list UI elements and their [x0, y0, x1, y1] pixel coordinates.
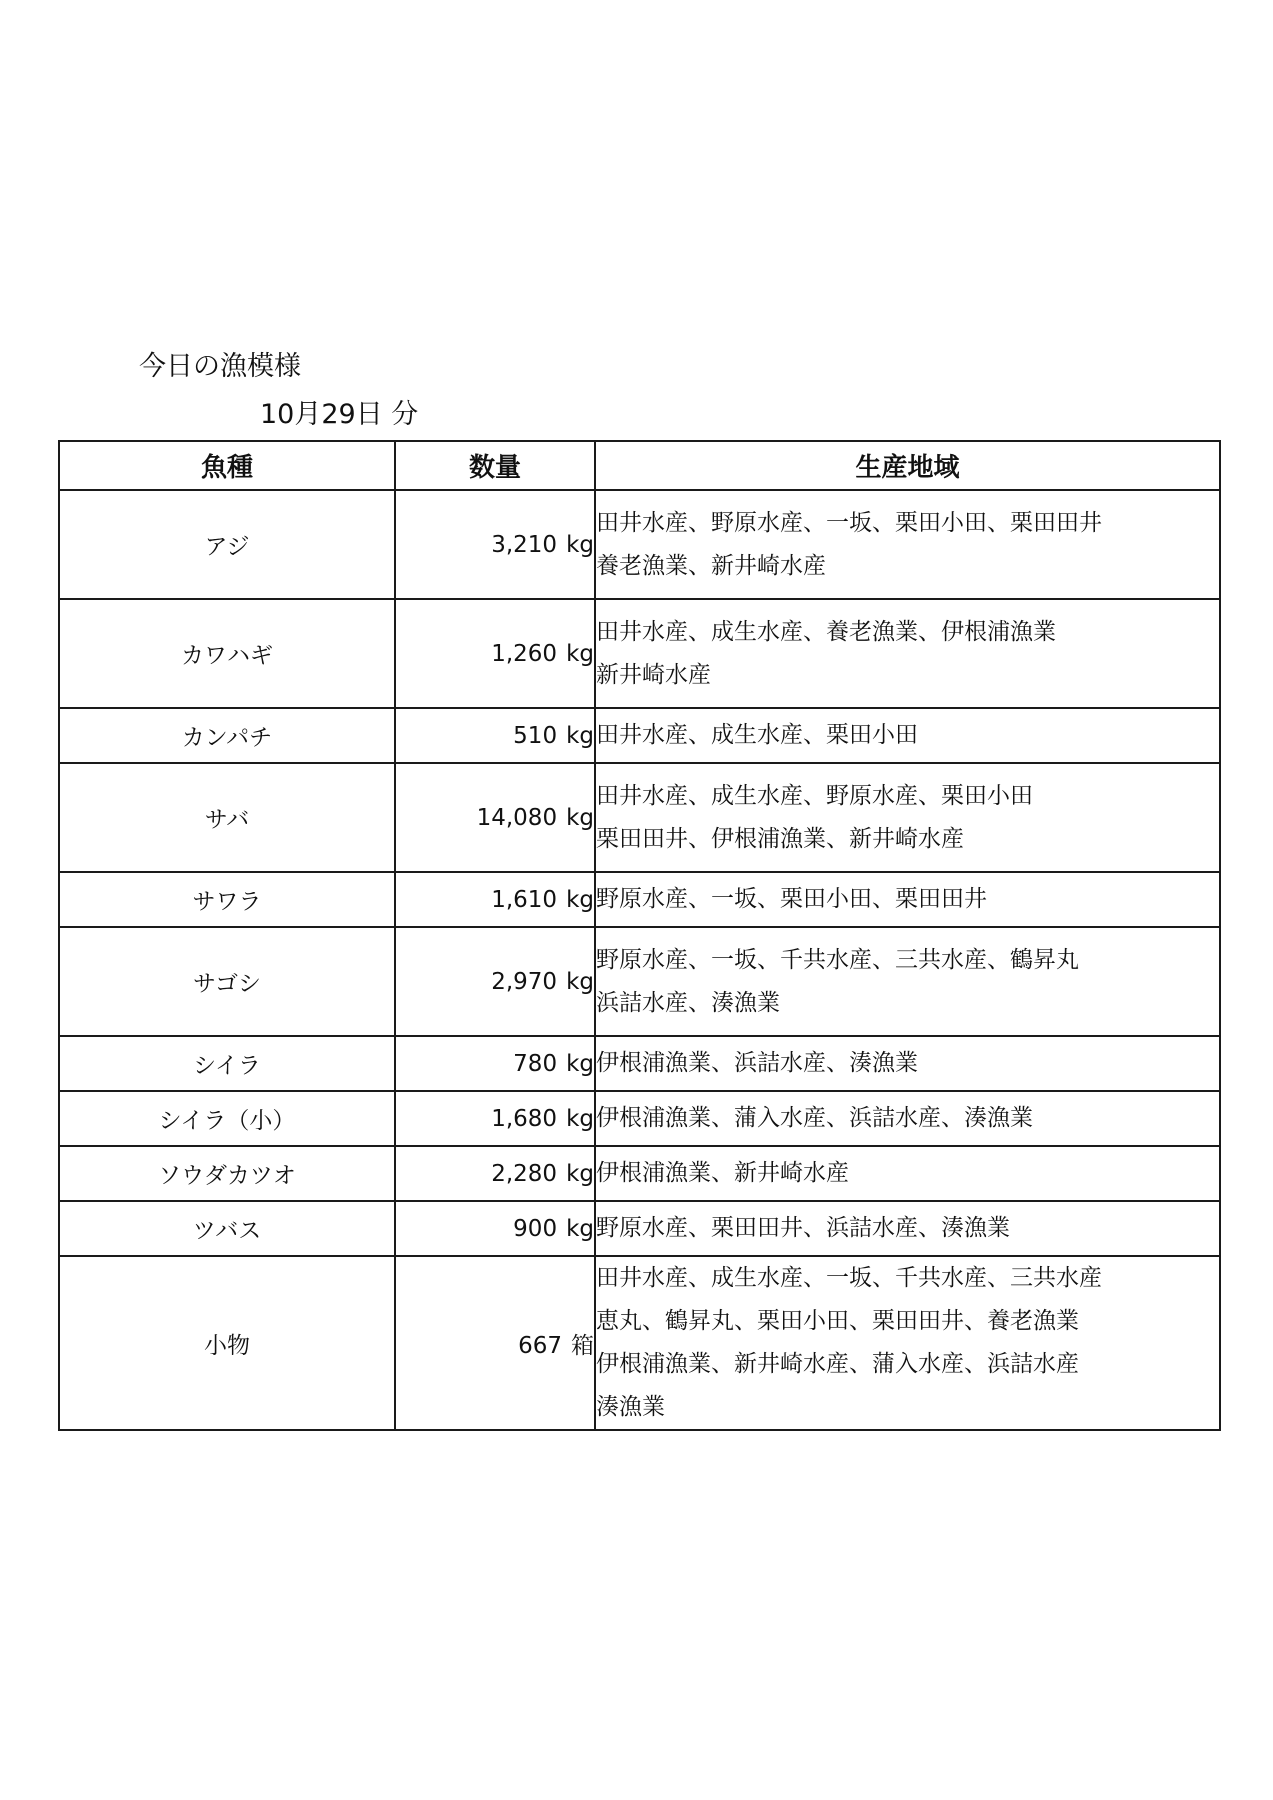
quantity-unit: 箱 [571, 1332, 594, 1359]
fish-species: 小物 [59, 1256, 395, 1430]
region-line: 野原水産、栗田田井、浜詰水産、湊漁業 [596, 1215, 1010, 1241]
quantity-unit: kg [566, 968, 594, 995]
fish-species: サゴシ [59, 927, 395, 1036]
quantity-unit: kg [566, 1160, 594, 1187]
table-header-row [59, 441, 1220, 490]
table-row [59, 927, 1220, 1036]
production-region [595, 872, 1220, 927]
quantity-value: 14,080 [476, 804, 558, 831]
region-line: 湊漁業 [596, 1394, 665, 1420]
fish-species: カンパチ [59, 708, 395, 763]
quantity [395, 1091, 595, 1146]
production-region [595, 1256, 1220, 1430]
quantity [395, 1146, 595, 1201]
region-line: 伊根浦漁業、新井崎水産 [596, 1160, 849, 1186]
quantity [395, 763, 595, 872]
table-row [59, 1256, 1220, 1430]
table-row [59, 1146, 1220, 1201]
quantity-unit: kg [566, 804, 594, 831]
fish-species: カワハギ [59, 599, 395, 708]
table-row [59, 1036, 1220, 1091]
table-row [59, 1091, 1220, 1146]
quantity-value: 1,610 [491, 886, 558, 913]
region-line: 恵丸、鶴昇丸、栗田小田、栗田田井、養老漁業 [596, 1308, 1079, 1334]
table-row [59, 1201, 1220, 1256]
region-line: 伊根浦漁業、新井崎水産、蒲入水産、浜詰水産 [596, 1351, 1079, 1377]
production-region [595, 1036, 1220, 1091]
region-line: 田井水産、野原水産、一坂、栗田小田、栗田田井 [596, 509, 1102, 536]
region-line: 栗田田井、伊根浦漁業、新井崎水産 [596, 825, 964, 852]
header-production-region: 生産地域 [595, 441, 1220, 490]
quantity-value: 2,970 [491, 968, 558, 995]
table-row [59, 763, 1220, 872]
header-fish-species: 魚種 [59, 441, 395, 490]
region-line: 野原水産、一坂、栗田小田、栗田田井 [596, 886, 987, 912]
quantity-unit: kg [566, 531, 594, 558]
table-row [59, 872, 1220, 927]
quantity-value: 900 [513, 1215, 558, 1242]
fish-species: サワラ [59, 872, 395, 927]
quantity-unit: kg [566, 722, 594, 749]
production-region [595, 599, 1220, 708]
region-line: 新井崎水産 [596, 661, 711, 688]
fish-species: アジ [59, 490, 395, 599]
page-title: 今日の漁模様 [139, 351, 301, 382]
production-region [595, 763, 1220, 872]
quantity-value: 780 [513, 1050, 558, 1077]
quantity-unit: kg [566, 640, 594, 667]
quantity-unit: kg [566, 886, 594, 913]
region-line: 田井水産、成生水産、栗田小田 [596, 722, 918, 748]
quantity-value: 2,280 [491, 1160, 558, 1187]
production-region [595, 1201, 1220, 1256]
quantity-unit: kg [566, 1105, 594, 1132]
region-line: 伊根浦漁業、浜詰水産、湊漁業 [596, 1050, 918, 1076]
quantity-value: 1,260 [491, 640, 558, 667]
fish-species: ソウダカツオ [59, 1146, 395, 1201]
quantity-value: 3,210 [491, 531, 558, 558]
quantity [395, 490, 595, 599]
fish-species: シイラ（小） [59, 1091, 395, 1146]
quantity [395, 599, 595, 708]
region-line: 伊根浦漁業、蒲入水産、浜詰水産、湊漁業 [596, 1105, 1033, 1131]
quantity-value: 1,680 [491, 1105, 558, 1132]
region-line: 田井水産、成生水産、養老漁業、伊根浦漁業 [596, 618, 1056, 645]
production-region [595, 708, 1220, 763]
region-line: 田井水産、成生水産、一坂、千共水産、三共水産 [596, 1265, 1102, 1291]
quantity [395, 927, 595, 1036]
quantity-unit: kg [566, 1050, 594, 1077]
report-date: 10月29日 分 [260, 399, 419, 430]
header-quantity: 数量 [395, 441, 595, 490]
fish-species: サバ [59, 763, 395, 872]
fish-species: ツバス [59, 1201, 395, 1256]
production-region [595, 490, 1220, 599]
production-region [595, 927, 1220, 1036]
production-region [595, 1146, 1220, 1201]
region-line: 浜詰水産、湊漁業 [596, 989, 780, 1016]
quantity-value: 510 [513, 722, 558, 749]
table-row [59, 708, 1220, 763]
region-line: 養老漁業、新井崎水産 [596, 552, 826, 579]
production-region [595, 1091, 1220, 1146]
region-line: 野原水産、一坂、千共水産、三共水産、鶴昇丸 [596, 946, 1079, 973]
quantity-unit: kg [566, 1215, 594, 1242]
quantity [395, 872, 595, 927]
fish-species: シイラ [59, 1036, 395, 1091]
table-row [59, 599, 1220, 708]
quantity [395, 1201, 595, 1256]
quantity-value: 667 [518, 1332, 562, 1359]
quantity [395, 1036, 595, 1091]
quantity [395, 708, 595, 763]
table-row [59, 490, 1220, 599]
quantity [395, 1256, 595, 1430]
catch-table [58, 440, 1221, 1431]
region-line: 田井水産、成生水産、野原水産、栗田小田 [596, 782, 1033, 809]
